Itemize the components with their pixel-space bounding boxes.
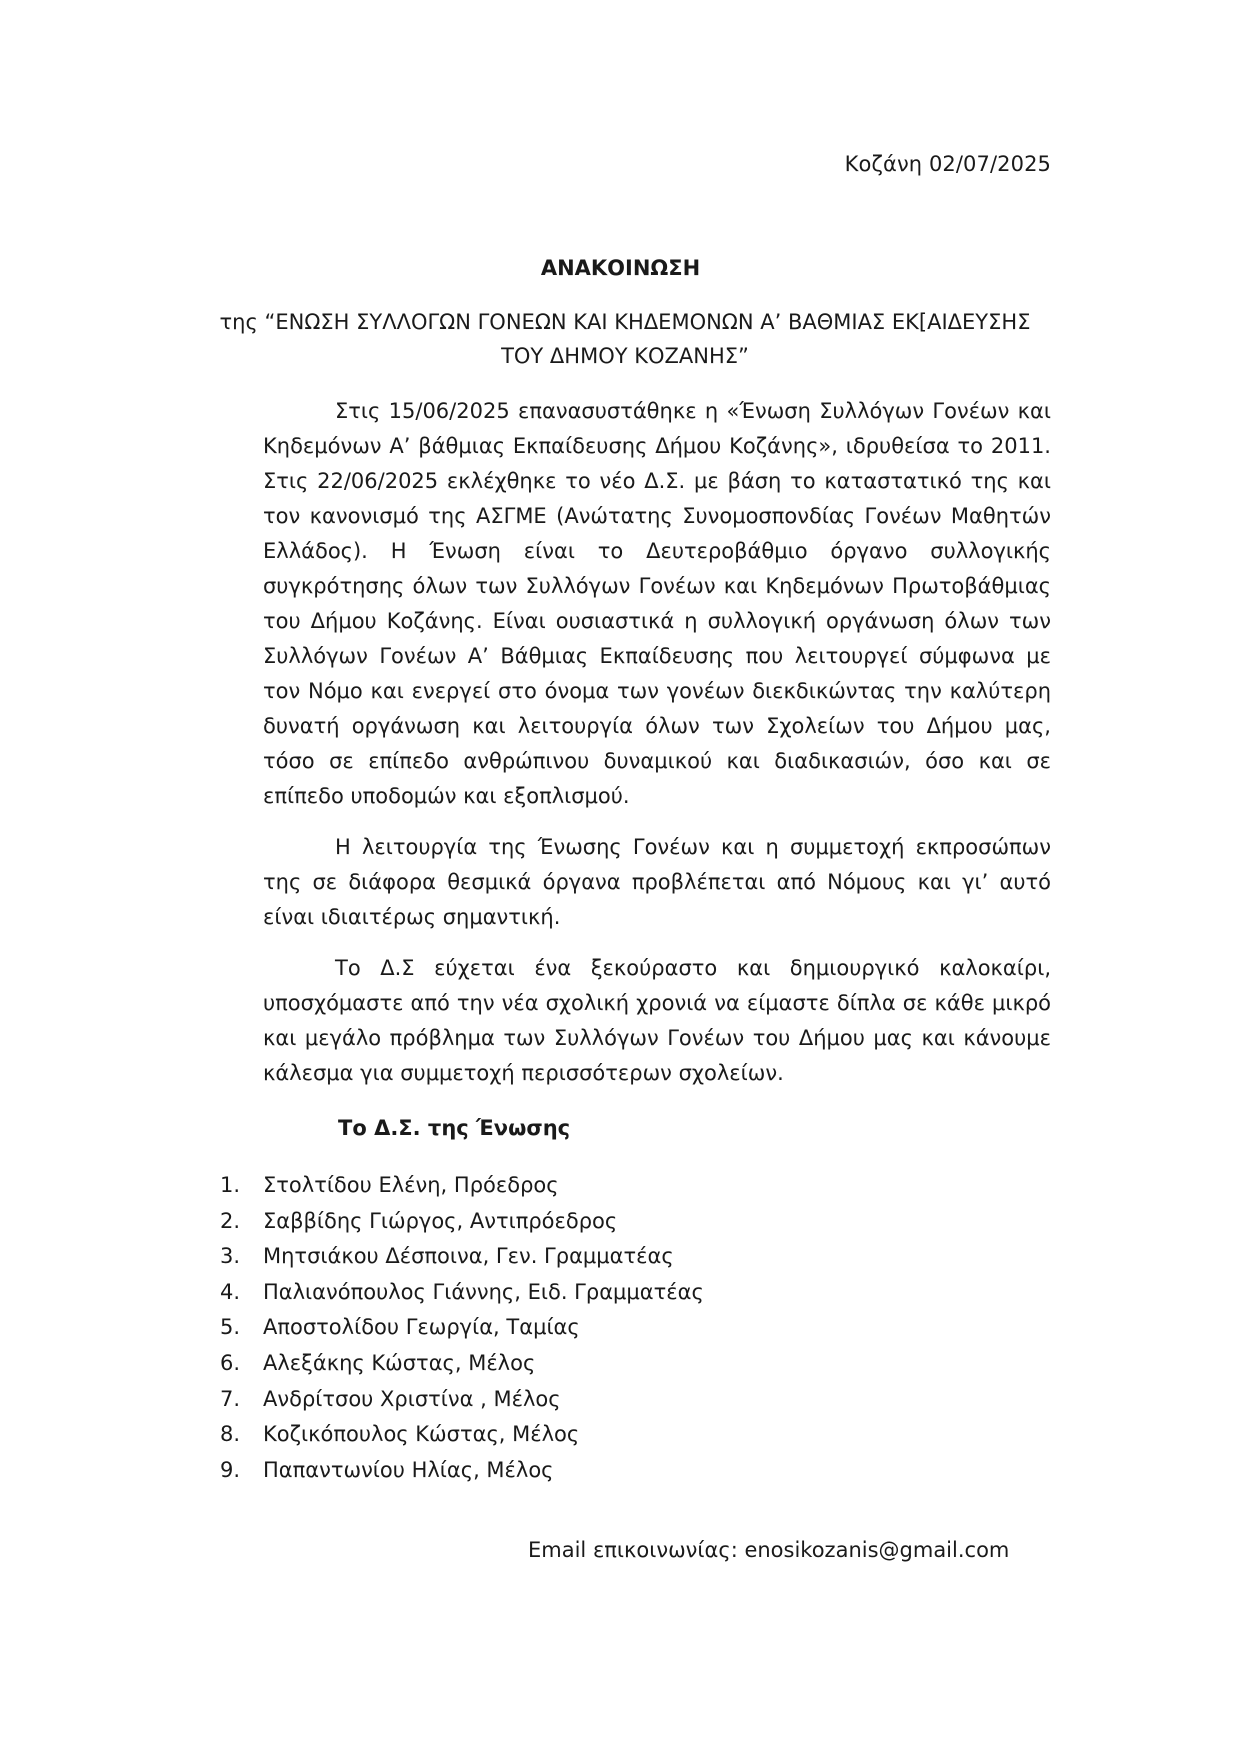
- list-item-number: 2.: [220, 1208, 241, 1233]
- document-date: Κοζάνη 02/07/2025: [844, 152, 1051, 176]
- list-item-number: 5.: [220, 1315, 241, 1340]
- list-item-number: 3.: [220, 1244, 241, 1269]
- contact-email: Email επικοινωνίας: enosikozanis@gmail.com: [528, 1538, 1010, 1562]
- board-members-list: [220, 1168, 704, 1488]
- document-subtitle: [190, 305, 1060, 373]
- list-item-number: 9.: [220, 1457, 241, 1482]
- subtitle-line-2: ΤΟΥ ΔΗΜΟΥ ΚΟΖΑΝΗΣ”: [501, 344, 749, 368]
- paragraph-2: Η λειτουργία της Ένωσης Γονέων και η συμμετοχή εκπροσώπων της σε διάφορα θεσμικά όργανα προβλέπεται από Νόμους και γι’ αυτό είναι ιδιαιτέρως σημαντική.: [263, 835, 1051, 929]
- signatory-heading: Το Δ.Σ. της Ένωσης: [338, 1116, 571, 1140]
- list-item-text: Μητσιάκου Δέσποινα, Γεν. Γραμματέας: [263, 1244, 674, 1269]
- list-item-number: 4.: [220, 1279, 241, 1304]
- list-item: [220, 1453, 704, 1489]
- list-item-text: Ανδρίτσου Χριστίνα , Μέλος: [263, 1386, 561, 1411]
- list-item: [220, 1417, 704, 1453]
- list-item: [220, 1310, 704, 1346]
- list-item-number: 7.: [220, 1386, 241, 1411]
- paragraph-1: Στις 15/06/2025 επανασυστάθηκε η «Ένωση Συλλόγων Γονέων και Κηδεμόνων Α’ βάθμιας Εκπαίδευσης Δήμου Κοζάνης», ιδρυθείσα το 2011. Στις 22/06/2025 εκλέχθηκε το νέο Δ.Σ. με βάση το καταστατικό της και τον κανονισμό της ΑΣΓΜΕ (Ανώτατης Συνομοσπονδίας Γονέων Μαθητών Ελλάδος). Η Ένωση είναι το Δευτεροβάθμιο όργανο συλλογικής συγκρότησης όλων των Συλλόγων Γονέων και Κηδεμόνων Πρωτοβάθμιας του Δήμου Κοζάνης. Είναι ουσιαστικά η συλλογική οργάνωση όλων των Συλλόγων Γονέων Α’ Βάθμιας Εκπαίδευσης που λειτουργεί σύμφωνα με τον Νόμο και ενεργεί στο όνομα των γονέων διεκδικώντας την καλύτερη δυνατή οργάνωση και λειτουργία όλων των Σχολείων του Δήμου μας, τόσο σε επίπεδο ανθρώπινου δυναμικού και διαδικασιών, όσο και σε επίπεδο υποδομών και εξοπλισμού.: [263, 399, 1051, 808]
- list-item-text: Παπαντωνίου Ηλίας, Μέλος: [263, 1457, 554, 1482]
- list-item-text: Κοζικόπουλος Κώστας, Μέλος: [263, 1422, 580, 1447]
- list-item-text: Στολτίδου Ελένη, Πρόεδρος: [263, 1173, 559, 1197]
- list-item-number: 8.: [220, 1422, 241, 1447]
- announcement-body: [263, 394, 1051, 1107]
- document-title: ΑΝΑΚΟΙΝΩΣΗ: [540, 256, 701, 280]
- subtitle-line-1: της “ΕΝΩΣΗ ΣΥΛΛΟΓΩΝ ΓΟΝΕΩΝ ΚΑΙ ΚΗΔΕΜΟΝΩΝ Α’ ΒΑΘΜΙΑΣ ΕΚ[ΑΙΔΕΥΣΗΣ: [219, 310, 1031, 334]
- list-item-text: Παλιανόπουλος Γιάννης, Ειδ. Γραμματέας: [263, 1279, 704, 1304]
- list-item-text: Αποστολίδου Γεωργία, Ταμίας: [263, 1315, 580, 1340]
- list-item-number: 6.: [220, 1350, 241, 1375]
- list-item-text: Σαββίδης Γιώργος, Αντιπρόεδρος: [263, 1208, 618, 1233]
- list-item: [220, 1168, 704, 1204]
- list-item: [220, 1239, 704, 1275]
- list-item: [220, 1204, 704, 1240]
- list-item-text: Αλεξάκης Κώστας, Μέλος: [263, 1350, 536, 1375]
- list-item: [220, 1346, 704, 1382]
- list-item-number: 1.: [220, 1173, 241, 1197]
- list-item: [220, 1275, 704, 1311]
- paragraph-3: Το Δ.Σ εύχεται ένα ξεκούραστο και δημιουργικό καλοκαίρι, υποσχόμαστε από την νέα σχολική χρονιά να είμαστε δίπλα σε κάθε μικρό και μεγάλο πρόβλημα των Συλλόγων Γονέων του Δήμου μας και κάνουμε κάλεσμα για συμμετοχή περισσότερων σχολείων.: [263, 956, 1051, 1085]
- list-item: [220, 1382, 704, 1418]
